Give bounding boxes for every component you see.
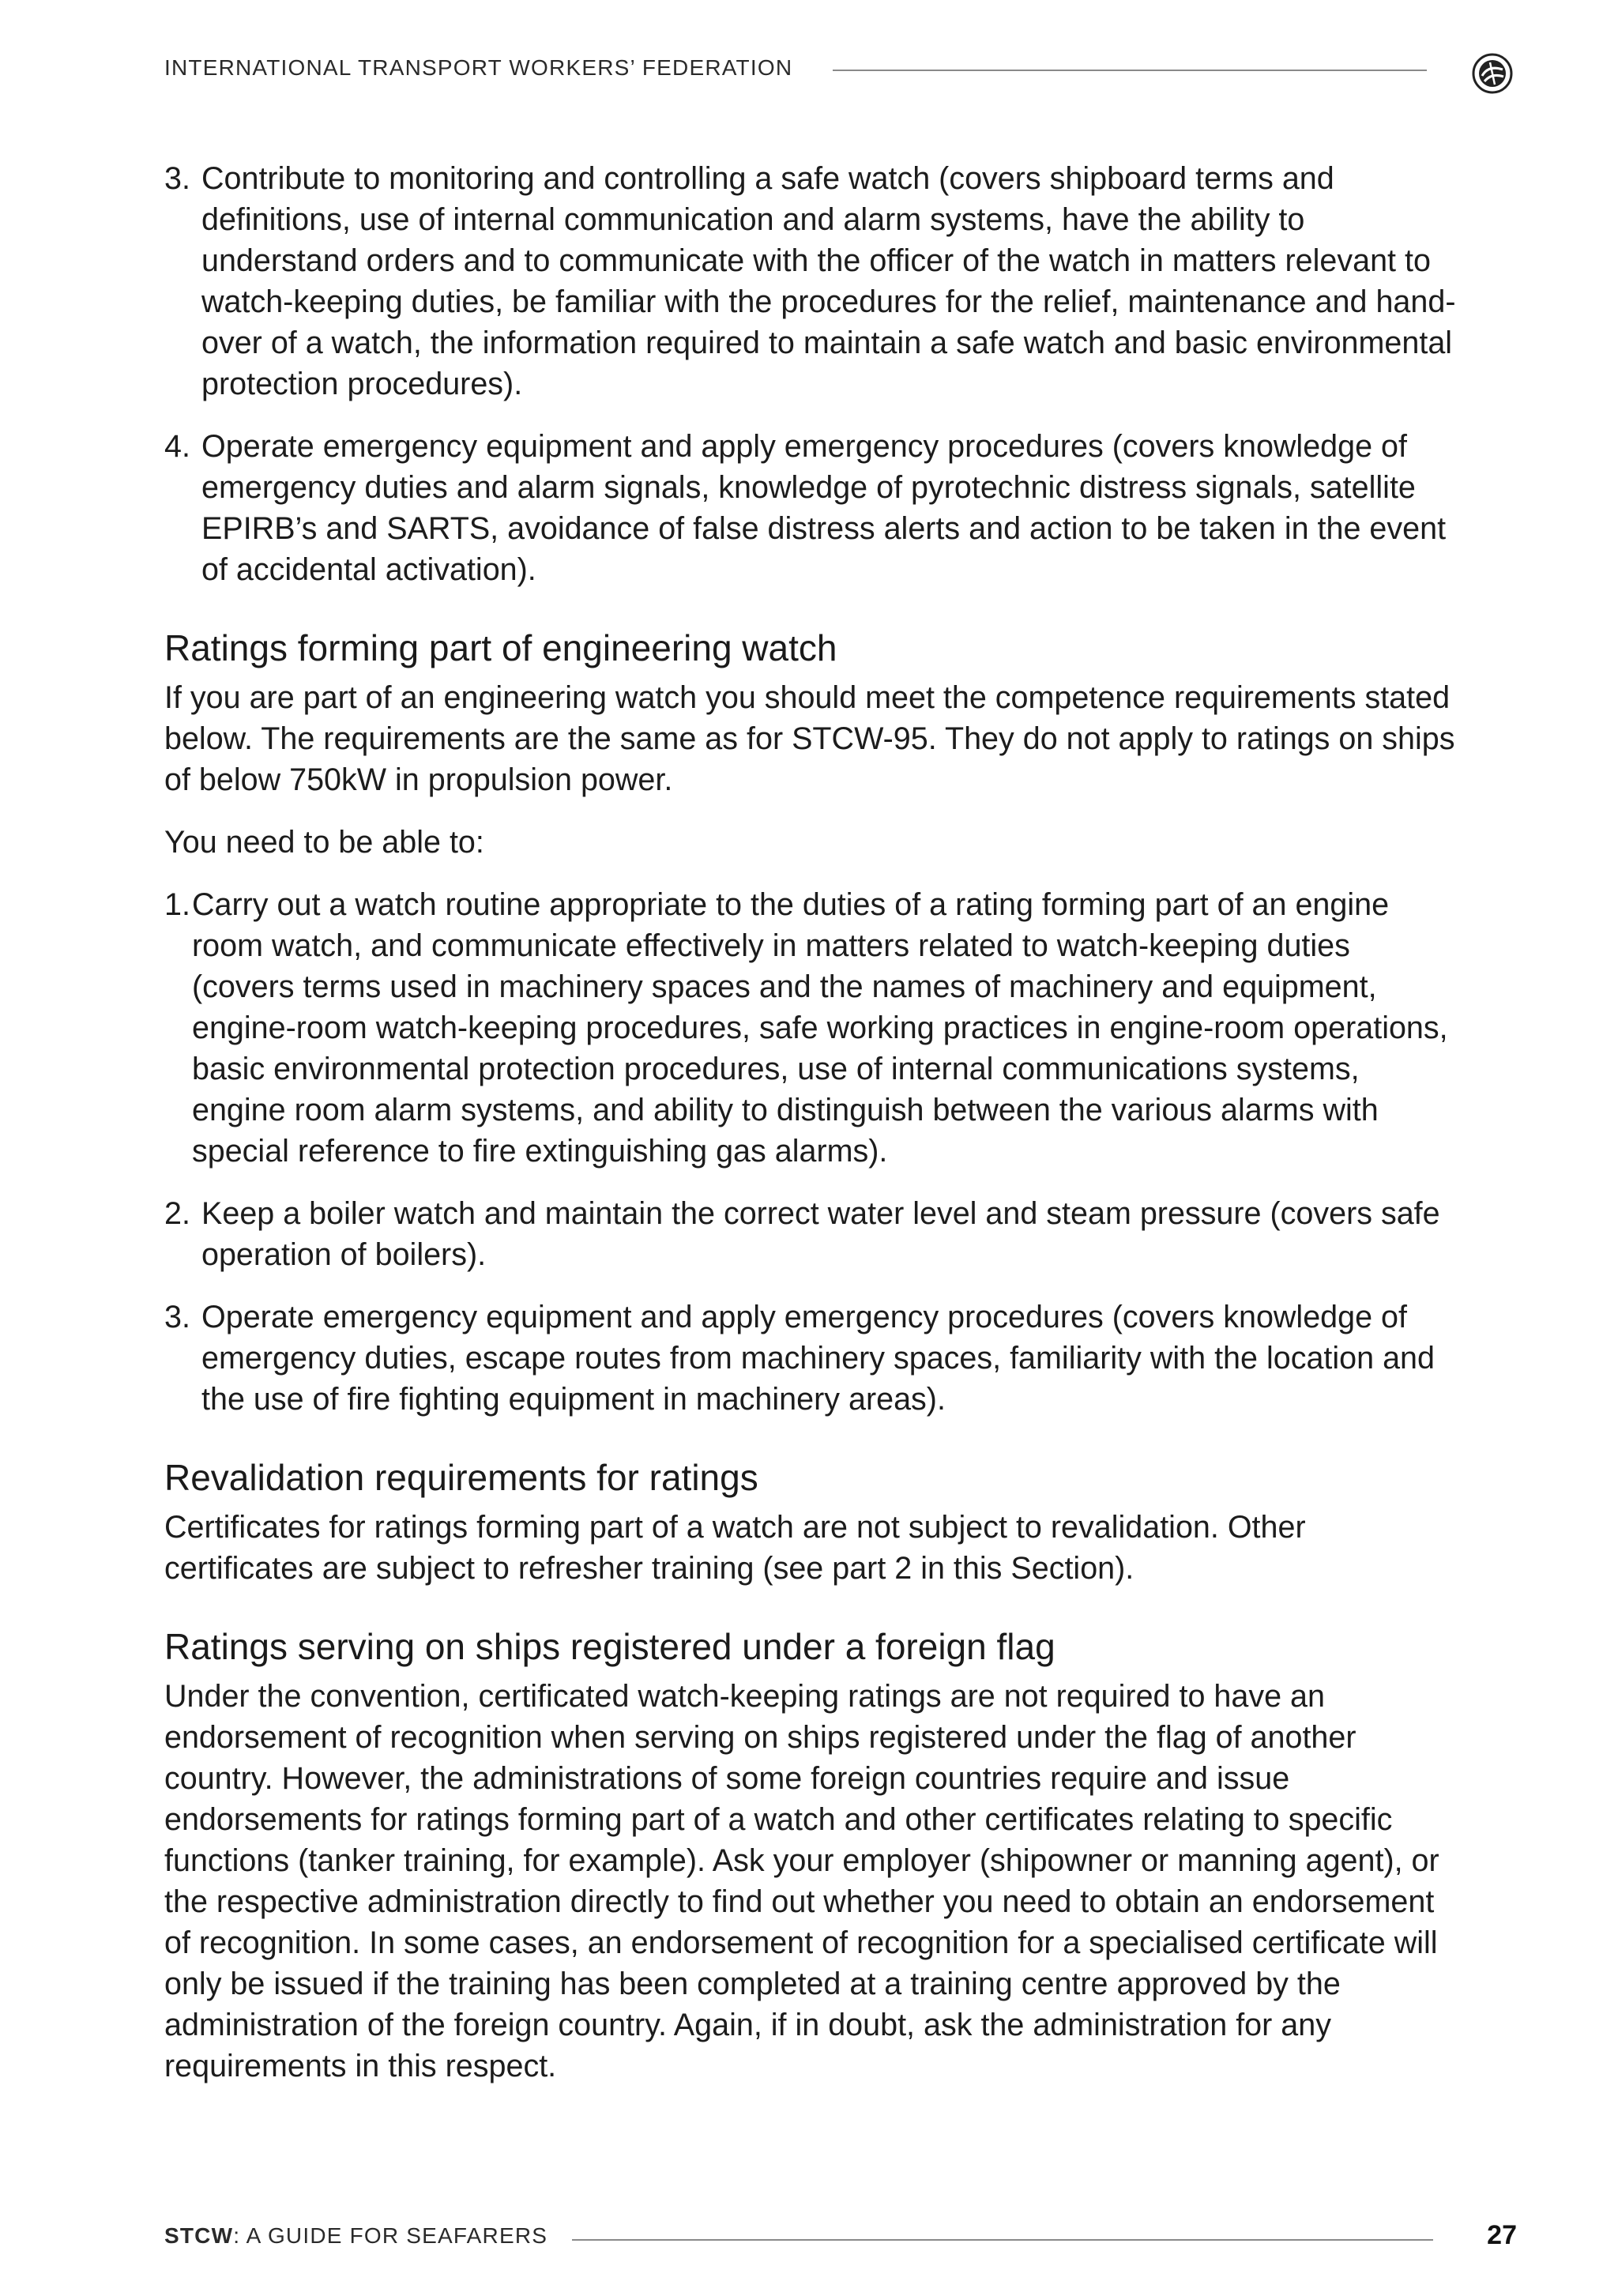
engineering-lead: You need to be able to: xyxy=(164,825,484,860)
list-number: 3. xyxy=(164,161,190,196)
footer-title-bold: STCW xyxy=(164,2223,234,2248)
heading-revalidation: Revalidation requirements for ratings xyxy=(164,1457,758,1498)
list-item-emergency-equipment xyxy=(164,426,1460,590)
footer-divider xyxy=(572,2239,1433,2241)
heading-foreign-flag: Ratings serving on ships registered under a foreign flag xyxy=(164,1626,1055,1667)
footer-title xyxy=(164,2223,547,2249)
list-item-watch-routine xyxy=(164,884,1460,1172)
list-number: 2. xyxy=(164,1196,190,1231)
foreign-flag-text: Under the convention, certificated watch-keeping ratings are not required to have an endorsement of recognition when serving on ships registered under the flag of another country. However, the administrations of some foreign countries require and issue endorsements for ratings forming part of a watch and other certificates relating to specific functions (tanker training, for example). Ask your employer (shipowner or manning agent), or the respective administration directly to find out whether you need to obtain an endorsement of recognition. In some cases, an endorsement of recognition for a specialised certificate will only be issued if the training has been completed at a training centre approved by the administration of the foreign country. Again, if in doubt, ask the administration for any requirements in this respect. xyxy=(164,1679,1439,2083)
list-text: Operate emergency equipment and apply emergency procedures (covers knowledge of emergency duties and alarm signals, knowledge of pyrotechnic distress signals, satellite EPIRB’s and SARTS, avoidance of false distress alerts and action to be taken in the event of accidental activation). xyxy=(201,429,1447,587)
engineering-intro: If you are part of an engineering watch you should meet the competence requirements stated below. The requirements are the same as for STCW-95. They do not apply to ratings on ships of below 750kW in propulsion power. xyxy=(164,680,1455,797)
list-number: 3. xyxy=(164,1300,190,1334)
page-content xyxy=(164,158,1460,2108)
header-title: INTERNATIONAL TRANSPORT WORKERS’ FEDERATION xyxy=(164,55,793,80)
header-divider xyxy=(833,70,1427,71)
list-number: 4. xyxy=(164,429,190,464)
list-text: Operate emergency equipment and apply emergency procedures (covers knowledge of emergency duties, escape routes from machinery spaces, familiarity with the location and the use of fire fighting equipment in machinery areas). xyxy=(201,1300,1435,1417)
page-number: 27 xyxy=(1487,2220,1517,2250)
list-text: Keep a boiler watch and maintain the correct water level and steam pressure (covers safe operation of boilers). xyxy=(201,1196,1440,1272)
footer-title-rest: : A GUIDE FOR SEAFARERS xyxy=(233,2223,548,2248)
list-item-boiler-watch xyxy=(164,1193,1460,1275)
itf-globe-logo-icon xyxy=(1471,52,1514,95)
revalidation-text: Certificates for ratings forming part of a watch are not subject to revalidation. Other certificates are subject to refresher training (see part 2 in this Section). xyxy=(164,1510,1306,1586)
list-item-watch-monitoring xyxy=(164,158,1460,405)
page-header xyxy=(164,52,1517,92)
list-item-emergency-procedures xyxy=(164,1297,1460,1420)
list-text: Contribute to monitoring and controlling a safe watch (covers shipboard terms and definitions, use of internal communication and alarm systems, have the ability to understand orders and to communicate with the officer of the watch in matters relevant to watch-keeping duties, be familiar with the procedures for the relief, maintenance and hand-over of a watch, the information required to maintain a safe watch and basic environmental protection procedures). xyxy=(201,161,1456,401)
heading-engineering-watch: Ratings forming part of engineering watch xyxy=(164,627,837,668)
list-number: 1. xyxy=(164,887,190,922)
page-footer xyxy=(164,2220,1517,2260)
list-text: Carry out a watch routine appropriate to the duties of a rating forming part of an engine room watch, and communicate effectively in matters related to watch-keeping duties (covers terms used in machinery spaces and the names of machinery and equipment, engine-room watch-keeping procedures, safe working practices in engine-room operations, basic environmental protection procedures, use of internal communications systems, engine room alarm systems, and ability to distinguish between the various alarms with special reference to fire extinguishing gas alarms). xyxy=(192,887,1448,1169)
